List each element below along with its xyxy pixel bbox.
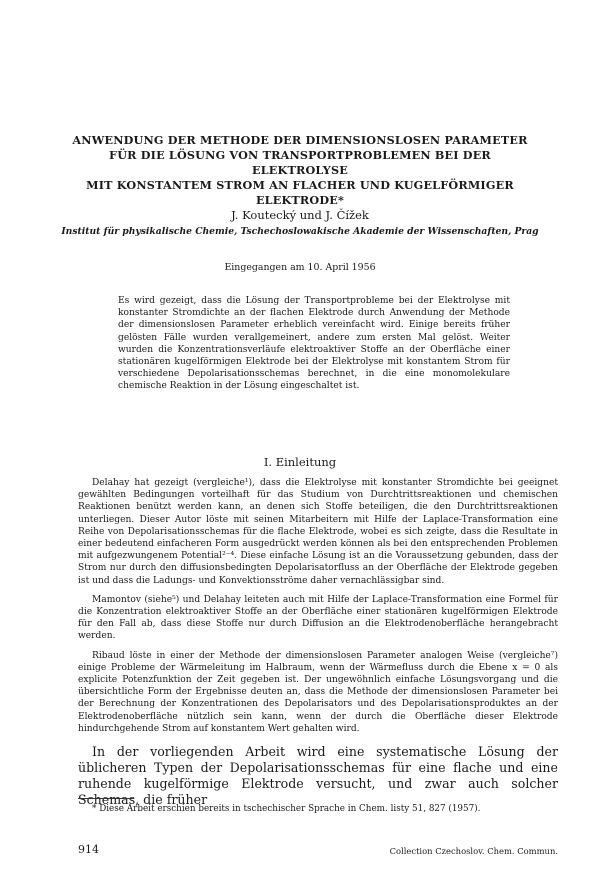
footnote-rule xyxy=(78,798,134,799)
authors: J. Koutecký und J. Čížek xyxy=(231,208,369,222)
affiliation: Institut für physikalische Chemie, Tschechoslowakische Akademie der Wissenschaften, Prag xyxy=(61,226,539,237)
section-heading: I. Einleitung xyxy=(263,455,337,469)
paragraph-4: In der vorliegenden Arbeit wird eine systematische Lösung der üblicheren Typen der Depolarisationsschemas für eine flache und eine ruhende kugelförmige Elektrode versucht, und zwar auch solcher Schemas, die früher xyxy=(78,744,558,808)
body-text xyxy=(78,477,558,815)
paragraph-1: Delahay hat gezeigt (vergleiche¹), dass die Elektrolyse mit konstanter Stromdichte bei geeignet gewählten Bedingungen vorteilhaft für das Studium von Durchtrittsreaktionen und chemischen Reaktionen benützt werden kann, an denen sich Stoffe beteiligen, die den Durchtrittsreaktionen unterliegen. Dieser Autor löste mit seinen Mitarbeitern mit Hilfe der Laplace-Transformation eine Reihe von Depolarisationsschemas für die flache Elektrode, wobei es sich zeigte, dass die Resultate in einer bedeutend einfacheren Form ausgedrückt werden können als bei den entsprechenden Problemen mit aufgezwungenem Potential²⁻⁴. Diese einfache Lösung ist an die Voraussetzung gebunden, dass der Strom nur durch den diffusionsbedingten Depolarisatorfluss an der Oberfläche der Elektrode gegeben ist und dass die Ladungs- und Konvektionsströme daher vernachlässigbar sind. xyxy=(78,478,558,586)
title-line-3: MIT KONSTANTEM STROM AN FLACHER UND KUGELFÖRMIGER xyxy=(86,178,514,192)
journal-name: Collection Czechoslov. Chem. Commun. xyxy=(389,846,558,856)
title-line-2: FÜR DIE LÖSUNG VON TRANSPORTPROBLEMEN BEI DER ELEKTROLYSE xyxy=(109,148,491,177)
paragraph-3: Ribaud löste in einer der Methode der dimensionslosen Parameter analogen Weise (vergleiche⁷) einige Probleme der Wärmeleitung im Halbraum, wenn der Wärmefluss durch die Ebene x = 0 als explicite Potenzfunktion der Zeit gegeben ist. Der ungewöhnlich einfache Lösungsvorgang und die übersichtliche Form der Ergebnisse deuten an, dass die Methode der dimensionslosen Parameter bei der Berechnung der Konzentrationen des Depolarisators und des Depolarisationsproduktes an der Elektrodenoberfläche nützlich sein kann, wenn der durch die Oberfläche dieser Elektrode hindurchgehende Strom auf konstantem Wert gehalten wird. xyxy=(78,650,558,734)
title-line-4: ELEKTRODE* xyxy=(255,193,345,207)
title-line-1: ANWENDUNG DER METHODE DER DIMENSIONSLOSEN PARAMETER xyxy=(72,133,528,147)
page-number: 914 xyxy=(78,843,99,856)
footnote: * Diese Arbeit erschien bereits in tschechischer Sprache in Chem. listy 51, 827 (1957). xyxy=(92,804,481,814)
abstract: Es wird gezeigt, dass die Lösung der Transportprobleme bei der Elektrolyse mit konstanter Stromdichte an der flachen Elektrode durch Anwendung der Methode der dimensionslosen Parameter erheblich vereinfacht wird. Einige bereits früher gelösten Fälle wurden verallgemeinert, andere zum ersten Mal gelöst. Weiter wurden die Konzentrationsverläufe elektroaktiver Stoffe an der Oberfläche einer stationären kugelförmigen Elektrode bei der Elektrolyse mit konstantem Strom für verschiedene Depolarisationsschemas berechnet, in die eine monomolekulare chemische Reaktion in der Lösung eingeschaltet ist. xyxy=(118,296,510,392)
paragraph-2: Mamontov (siehe⁵) und Delahay leiteten auch mit Hilfe der Laplace-Transformation eine Formel für die Konzentration elektroaktiver Stoffe an der Oberfläche einer stationären kugelförmigen Elektrode für den Fall ab, dass diese Stoffe nur durch Diffusion an die Elektrodenoberfläche herangebracht werden. xyxy=(78,594,558,642)
received-date: Eingegangen am 10. April 1956 xyxy=(224,262,376,273)
article-title xyxy=(64,133,536,208)
